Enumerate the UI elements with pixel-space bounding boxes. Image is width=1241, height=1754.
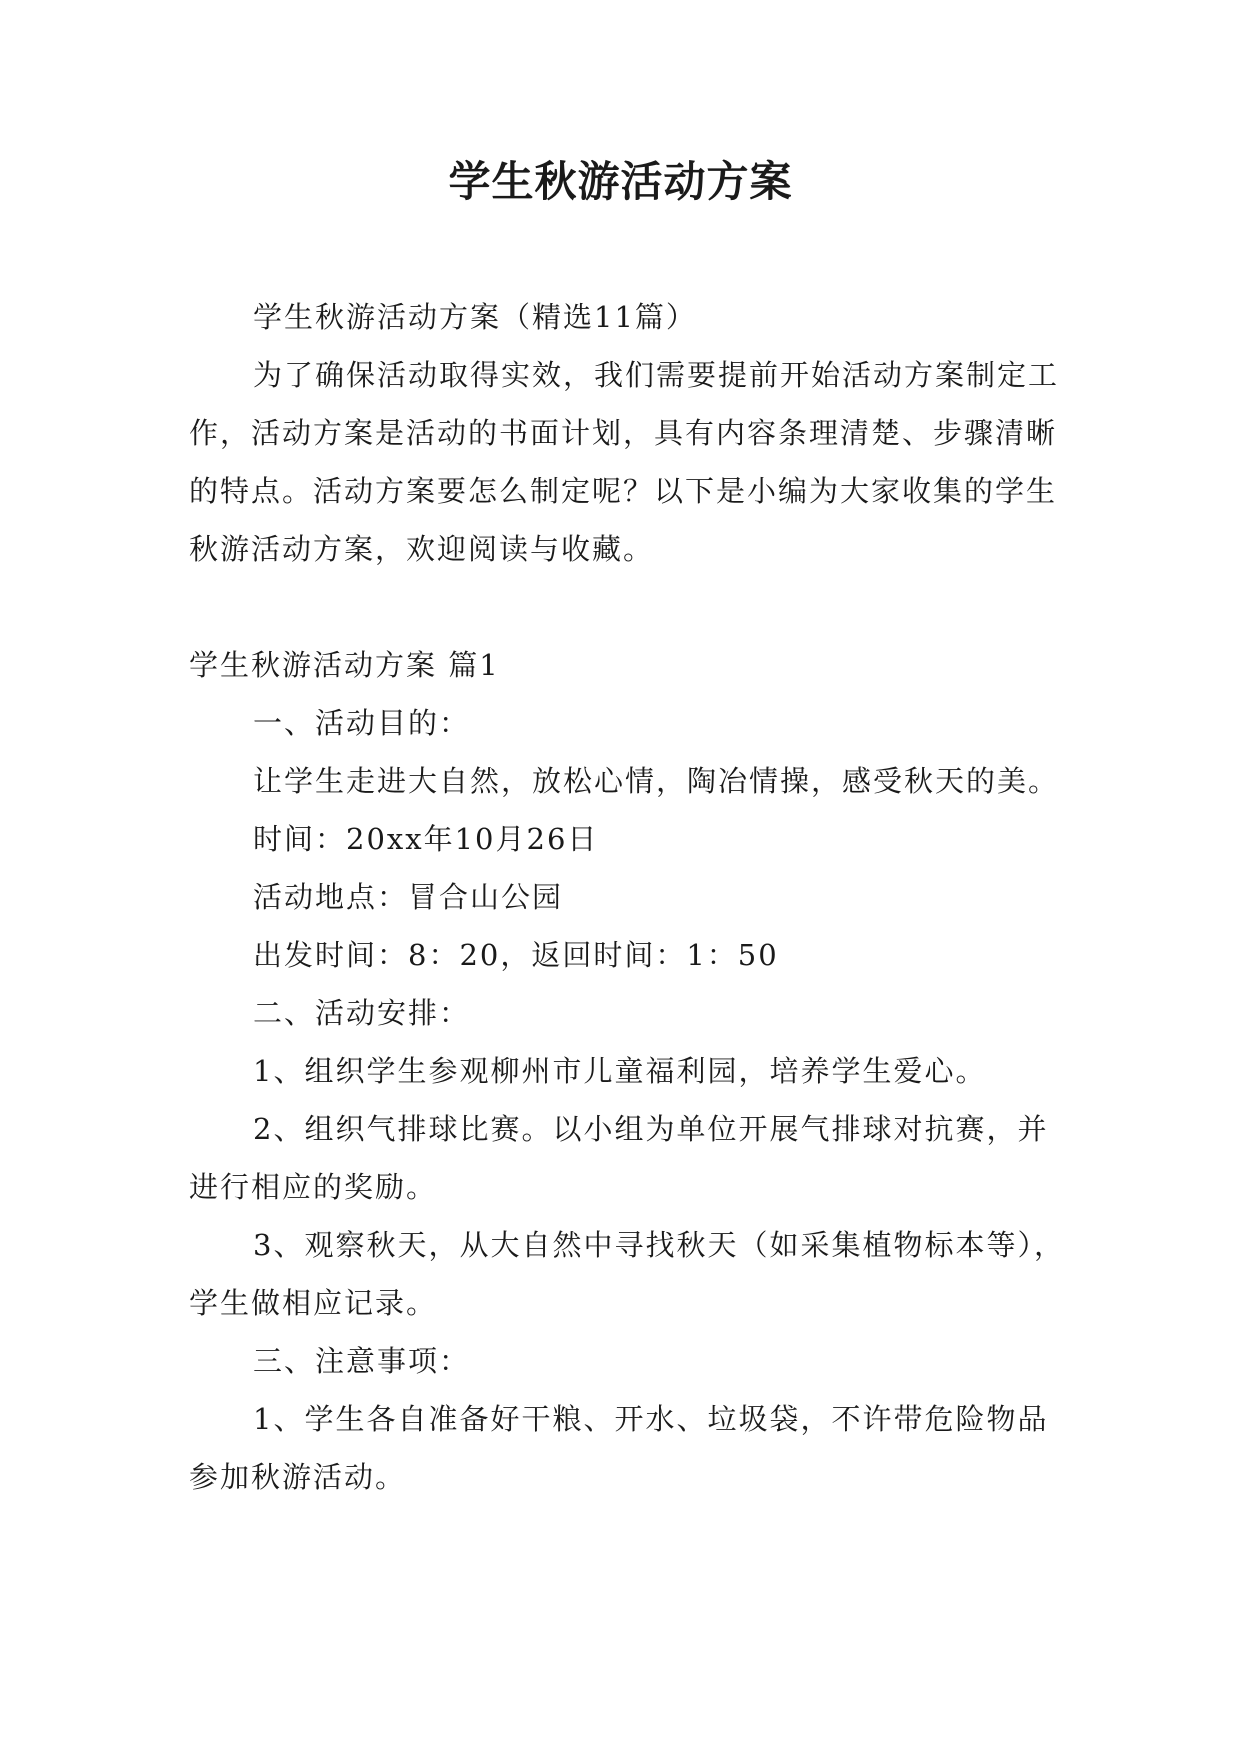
purpose-heading: 一、活动目的： (253, 706, 471, 740)
arrangement-item: 2、组织气排球比赛。以小组为单位开展气排球对抗赛，并进行相应的奖励。 (189, 1112, 1049, 1204)
intro-paragraph: 为了确保活动取得实效，我们需要提前开始活动方案制定工作，活动方案是活动的书面计划，具有内容条理清楚、步骤清晰的特点。活动方案要怎么制定呢？以下是小编为大家收集的学生秋游活动方案，欢迎阅读与收藏。 (189, 358, 1060, 566)
notes-heading: 三、注意事项： (253, 1344, 471, 1378)
page-title: 学生秋游活动方案 (448, 157, 793, 206)
arrangement-item: 1、组织学生参观柳州市儿童福利园，培养学生爱心。 (253, 1054, 987, 1088)
notes-item: 1、学生各自准备好干粮、开水、垃圾袋，不许带危险物品参加秋游活动。 (189, 1402, 1049, 1494)
intro-title: 学生秋游活动方案（精选11篇） (253, 300, 697, 334)
departure-return-time: 出发时间：8：20，返回时间：1：50 (253, 938, 779, 972)
section-spacer (189, 578, 1065, 636)
document-body (189, 288, 1065, 1506)
arrangement-item: 3、观察秋天，从大自然中寻找秋天（如采集植物标本等），学生做相应记录。 (189, 1228, 1065, 1320)
purpose-text: 让学生走进大自然，放松心情，陶冶情操，感受秋天的美。 (253, 764, 1060, 798)
arrangement-heading: 二、活动安排： (253, 996, 471, 1030)
activity-location: 活动地点：冒合山公园 (253, 880, 564, 914)
activity-time: 时间：20xx年10月26日 (253, 822, 599, 856)
section-heading: 学生秋游活动方案 篇1 (189, 648, 500, 682)
